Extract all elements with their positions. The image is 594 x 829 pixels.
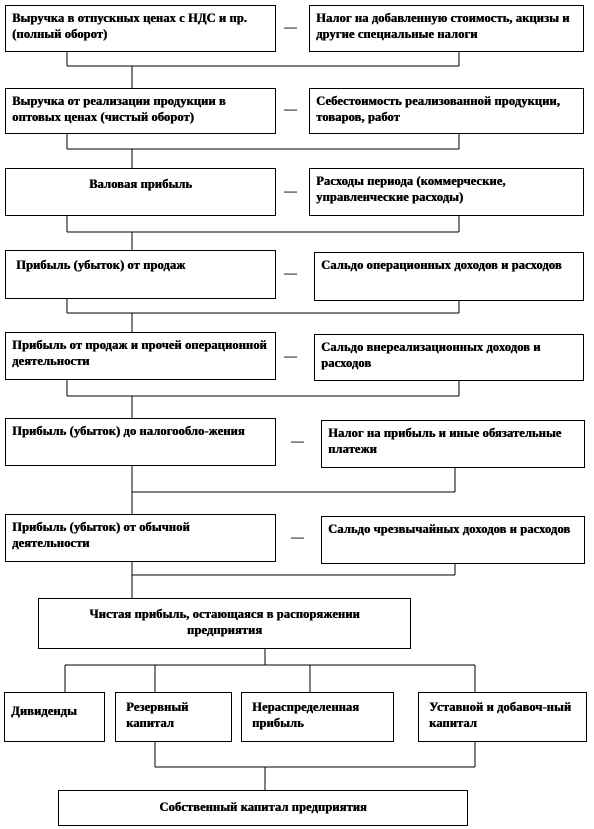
minus-operator: — — [291, 433, 304, 448]
right-box-income-tax — [321, 420, 585, 468]
box-label: Налог на добавленную стоимость, акцизы и другие специальные налоги — [316, 11, 570, 41]
box-label: Уставной и добавоч-ный капитал — [429, 700, 572, 730]
box-label: Прибыль от продаж и прочей операционной деятельности — [12, 338, 267, 368]
box-label: Сальдо чрезвычайных доходов и расходов — [328, 522, 571, 536]
minus-operator: — — [284, 183, 297, 198]
left-box-profit-before-tax — [5, 418, 276, 466]
box-label: Прибыль (убыток) от продаж — [16, 258, 186, 272]
reserve-capital-box — [115, 692, 232, 742]
box-label: Прибыль (убыток) до налогообло-жения — [12, 424, 245, 438]
right-box-cost-of-sales — [309, 88, 584, 134]
box-label: Валовая прибыль — [88, 177, 193, 191]
right-box-vat-excise — [309, 5, 584, 52]
minus-operator: — — [284, 348, 297, 363]
left-box-gross-turnover — [5, 5, 276, 52]
box-label: Дивиденды — [11, 704, 77, 718]
left-box-net-turnover — [5, 88, 276, 134]
right-box-non-operating-balance — [314, 334, 584, 381]
net-profit-box — [38, 598, 411, 649]
box-label: Сальдо операционных доходов и расходов — [321, 258, 562, 272]
left-box-profit-from-sales — [5, 250, 276, 299]
box-label: Расходы периода (коммерческие, управленческие расходы) — [316, 174, 506, 204]
minus-operator: — — [284, 265, 297, 280]
box-label: Выручка в отпускных ценах с НДС и пр. (полный оборот) — [12, 11, 247, 41]
left-box-profit-operating-activity — [5, 332, 276, 380]
minus-operator: — — [284, 19, 297, 34]
box-label: Себестоимость реализованной продукции, товаров, работ — [316, 94, 560, 124]
minus-operator: — — [284, 101, 297, 116]
box-label: Нераспределенная прибыль — [252, 700, 360, 730]
dividends-box — [4, 692, 105, 742]
right-box-period-expenses — [309, 168, 584, 216]
box-label: Сальдо внереализационных доходов и расходов — [321, 340, 541, 370]
right-box-operating-balance — [314, 252, 584, 301]
box-label: Прибыль (убыток) от обычной деятельности — [12, 520, 190, 550]
equity-box — [58, 790, 468, 826]
box-label: Выручка от реализации продукции в оптовых ценах (чистый оборот) — [12, 94, 226, 124]
left-box-gross-profit — [5, 168, 276, 216]
retained-earnings-box — [241, 692, 394, 742]
right-box-extraordinary-balance — [321, 516, 585, 564]
box-label: Чистая прибыль, остающаяся в распоряжении предприятия — [89, 607, 360, 637]
box-label: Резервный капитал — [126, 700, 189, 730]
box-label: Собственный капитал предприятия — [159, 800, 367, 814]
minus-operator: — — [291, 529, 304, 544]
left-box-profit-ordinary-activity — [5, 514, 276, 562]
authorized-capital-box — [418, 692, 587, 742]
box-label: Налог на прибыль и иные обязательные платежи — [328, 426, 562, 456]
